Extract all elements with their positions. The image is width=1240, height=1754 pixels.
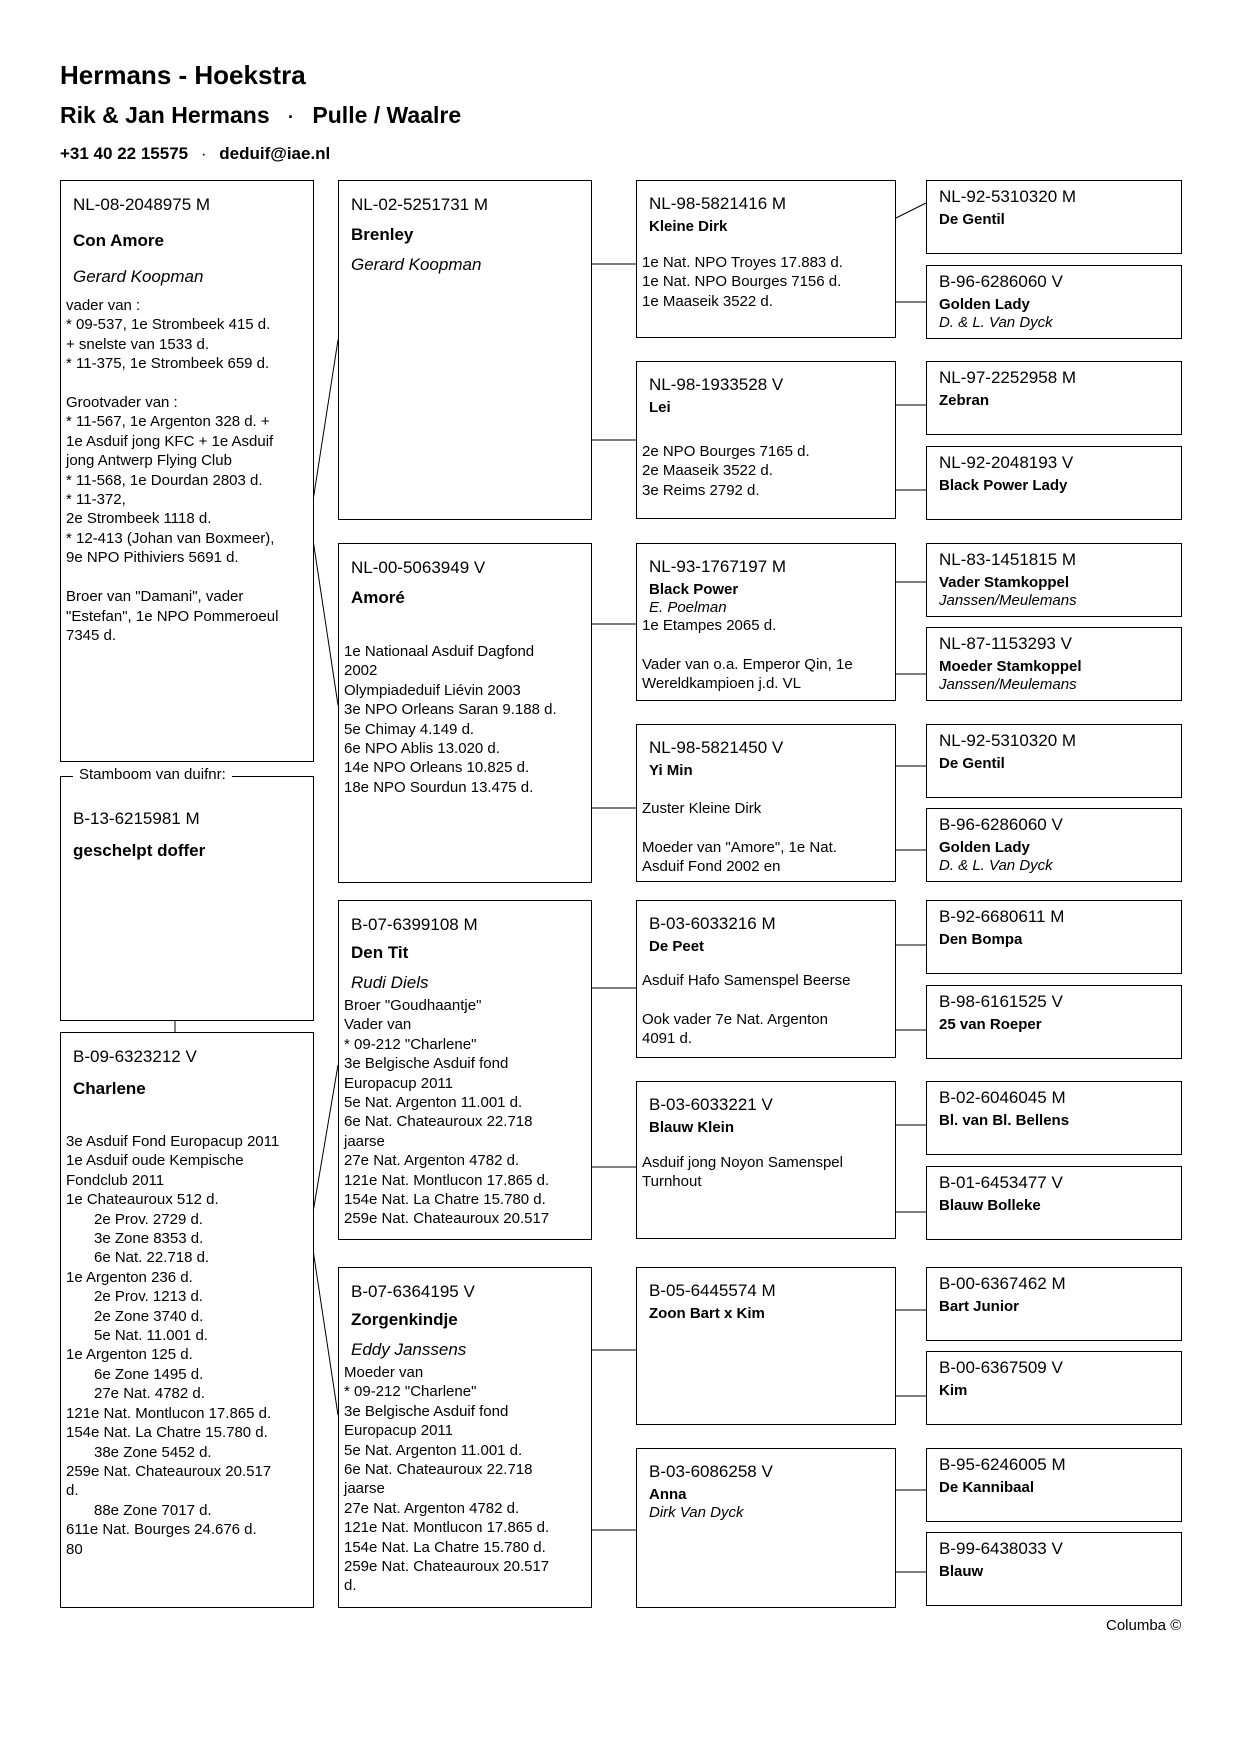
connector-father-to-sire	[310, 340, 338, 520]
text-line: * 11-567, 1e Argenton 328 d. +	[66, 413, 270, 431]
gggp-name: Golden Lady	[939, 839, 1030, 856]
text-line: Vader van o.a. Emperor Qin, 1e	[642, 655, 853, 673]
gggp-ring-number: NL-83-1451815 M	[939, 550, 1077, 569]
gp-owner: Rudi Diels	[351, 973, 429, 992]
text-line: 1e Nat. NPO Bourges 7156 d.	[642, 273, 842, 291]
gggp-ring-number: B-00-6367462 M	[939, 1274, 1066, 1293]
great-grandparent-card	[636, 180, 896, 338]
gggp-ring-number: B-01-6453477 V	[939, 1173, 1063, 1192]
text-line: 88e Zone 7017 d.	[94, 1501, 212, 1519]
great-grandparent-card	[636, 1081, 896, 1239]
ggp-owner: Dirk Van Dyck	[649, 1504, 744, 1521]
great-great-grandparent-card	[926, 627, 1182, 701]
ggp-achievements	[642, 1153, 896, 1192]
gggp-name: De Gentil	[939, 211, 1005, 228]
text-line: 6e Nat. Chateauroux 22.718	[344, 1461, 533, 1479]
text-line: 6e Nat. 22.718 d.	[94, 1249, 210, 1267]
text-line: jong Antwerp Flying Club	[66, 452, 232, 470]
gggp-ring-number: NL-87-1153293 V	[939, 634, 1072, 653]
gp-owner: Eddy Janssens	[351, 1340, 467, 1359]
mother-name: Charlene	[73, 1079, 146, 1098]
gggp-ring-number: B-92-6680611 M	[939, 907, 1065, 926]
text-line: 1e Asduif oude Kempische	[66, 1152, 244, 1170]
text-line: 2002	[344, 662, 378, 680]
text-line: 259e Nat. Chateauroux 20.517	[344, 1558, 550, 1576]
subtitle-separator: ·	[288, 107, 295, 127]
text-line: Ook vader 7e Nat. Argenton	[642, 1010, 828, 1028]
text-line: 121e Nat. Montlucon 17.865 d.	[66, 1404, 272, 1422]
gggp-name: Kim	[939, 1382, 968, 1399]
gp-name: Brenley	[351, 225, 414, 244]
text-line: * 09-212 "Charlene"	[344, 1383, 477, 1401]
gggp-name: Vader Stamkoppel	[939, 574, 1070, 591]
text-line: 4091 d.	[642, 1030, 693, 1048]
text-line: 5e Chimay 4.149 d.	[344, 720, 475, 738]
grandparent-card	[338, 900, 592, 1240]
text-line: 2e Prov. 2729 d.	[94, 1210, 203, 1228]
gggp-ring-number: NL-92-5310320 M	[939, 731, 1077, 750]
text-line: 38e Zone 5452 d.	[94, 1443, 212, 1461]
gggp-name: Zebran	[939, 392, 990, 409]
ggp-owner: E. Poelman	[649, 599, 727, 616]
text-line	[66, 374, 312, 393]
page-title: Hermans - Hoekstra	[60, 60, 306, 90]
text-line: vader van :	[66, 297, 141, 314]
text-line: 18e NPO Sourdun 13.475 d.	[344, 778, 534, 796]
ggp-ring-number: B-05-6445574 M	[649, 1281, 776, 1300]
gggp-ring-number: B-96-6286060 V	[939, 272, 1063, 291]
text-line: jaarse	[344, 1480, 385, 1498]
grandparent-card	[338, 1267, 592, 1608]
text-line: Grootvader van :	[66, 394, 178, 412]
ggp-achievements	[642, 442, 896, 500]
text-line: jaarse	[344, 1132, 385, 1150]
text-line: 1e Asduif jong KFC + 1e Asduif	[66, 432, 274, 450]
gggp-name: Blauw Bolleke	[939, 1197, 1041, 1214]
grandparent-card	[338, 180, 592, 520]
gggp-name: De Kannibaal	[939, 1479, 1035, 1496]
gggp-name: Moeder Stamkoppel	[939, 658, 1082, 675]
gp-name: Zorgenkindje	[351, 1310, 458, 1329]
text-line: 5e Nat. 11.001 d.	[94, 1327, 208, 1345]
gggp-ring-number: B-96-6286060 V	[939, 815, 1063, 834]
gggp-ring-number: B-99-6438033 V	[939, 1539, 1063, 1558]
text-line: Turnhout	[642, 1173, 702, 1191]
text-line: 1e Chateauroux 512 d.	[66, 1191, 219, 1209]
great-grandparent-card	[636, 900, 896, 1058]
text-line: 154e Nat. La Chatre 15.780 d.	[66, 1424, 268, 1442]
gp-name: Amoré	[351, 588, 405, 607]
father-owner: Gerard Koopman	[73, 267, 204, 286]
ggp-name: De Peet	[649, 938, 705, 955]
gggp-name: Golden Lady	[939, 296, 1030, 313]
ggp-achievements	[642, 971, 896, 1049]
gggp-ring-number: B-95-6246005 M	[939, 1455, 1066, 1474]
text-line: * 11-568, 1e Dourdan 2803 d.	[66, 471, 263, 489]
text-line: Europacup 2011	[344, 1422, 453, 1440]
text-line: Fondclub 2011	[66, 1171, 165, 1189]
text-line: 27e Nat. 4782 d.	[94, 1385, 205, 1403]
great-grandparent-card	[636, 1448, 896, 1608]
gggp-name: Blauw	[939, 1563, 984, 1580]
great-great-grandparent-card	[926, 1351, 1182, 1425]
father-achievements	[66, 296, 312, 645]
text-line: 121e Nat. Montlucon 17.865 d.	[344, 1171, 550, 1189]
connector-mother-to-sire	[310, 1065, 338, 1230]
phone-number: +31 40 22 15575	[60, 144, 189, 163]
text-line: 1e Argenton 125 d.	[66, 1346, 193, 1364]
text-line: * 11-375, 1e Strombeek 659 d.	[66, 355, 270, 373]
text-line	[642, 990, 896, 1009]
great-grandparent-card	[636, 1267, 896, 1425]
father-card	[60, 180, 314, 762]
ggp-name: Black Power	[649, 581, 739, 598]
ggp-name: Kleine Dirk	[649, 218, 728, 235]
contact-separator: ·	[200, 144, 207, 163]
ggp-ring-number: NL-93-1767197 M	[649, 557, 787, 576]
great-great-grandparent-card	[926, 446, 1182, 520]
great-great-grandparent-card	[926, 361, 1182, 435]
copyright: Columba ©	[1106, 1617, 1182, 1634]
mother-ring-number: B-09-6323212 V	[73, 1047, 197, 1066]
text-line: Asduif Fond 2002 en	[642, 858, 781, 876]
great-great-grandparent-card	[926, 808, 1182, 882]
text-line	[66, 568, 312, 587]
text-line: 3e Belgische Asduif fond	[344, 1055, 509, 1073]
text-line: 7345 d.	[66, 626, 117, 644]
text-line: Asduif Hafo Samenspel Beerse	[642, 972, 851, 989]
ggp-ring-number: B-03-6086258 V	[649, 1462, 773, 1481]
text-line: 1e Nationaal Asduif Dagfond	[344, 643, 535, 660]
ggp-name: Lei	[649, 399, 671, 416]
ggp-ring-number: NL-98-1933528 V	[649, 375, 784, 394]
text-line: Moeder van	[344, 1364, 424, 1381]
text-line: 5e Nat. Argenton 11.001 d.	[344, 1094, 523, 1112]
pedigree-label: Stamboom van duifnr:	[73, 766, 232, 783]
father-name: Con Amore	[73, 231, 164, 250]
gggp-ring-number: NL-92-2048193 V	[939, 453, 1074, 472]
gggp-ring-number: B-02-6046045 M	[939, 1088, 1066, 1107]
great-great-grandparent-card	[926, 1267, 1182, 1341]
father-ring-number: NL-08-2048975 M	[73, 195, 211, 214]
text-line: 3e Zone 8353 d.	[94, 1230, 204, 1248]
gggp-owner: Janssen/Meulemans	[939, 592, 1077, 609]
ggp-name: Yi Min	[649, 762, 693, 779]
subtitle-names: Rik & Jan Hermans	[60, 102, 270, 128]
gp-achievements	[344, 996, 590, 1229]
ggp-achievements	[642, 616, 896, 694]
text-line: Europacup 2011	[344, 1074, 453, 1092]
text-line: 2e Prov. 1213 d.	[94, 1288, 203, 1306]
gp-achievements	[344, 642, 590, 797]
connector-father-to-dam	[310, 520, 338, 705]
text-line: Broer van "Damani", vader	[66, 588, 244, 606]
text-line: 80	[66, 1540, 83, 1558]
gggp-name: Bart Junior	[939, 1298, 1020, 1315]
text-line: 27e Nat. Argenton 4782 d.	[344, 1499, 520, 1517]
gp-owner: Gerard Koopman	[351, 255, 482, 274]
ggp-achievements	[642, 253, 896, 311]
ggp-ring-number: NL-98-5821416 M	[649, 194, 787, 213]
mother-card	[60, 1032, 314, 1608]
ggp-ring-number: B-03-6033216 M	[649, 914, 776, 933]
text-line: 154e Nat. La Chatre 15.780 d.	[344, 1191, 546, 1209]
text-line: 6e Zone 1495 d.	[94, 1365, 204, 1383]
gp-ring-number: B-07-6364195 V	[351, 1282, 475, 1301]
great-great-grandparent-card	[926, 180, 1182, 254]
text-line: Vader van	[344, 1016, 412, 1034]
main-pigeon-name: geschelpt doffer	[73, 841, 206, 860]
great-great-grandparent-card	[926, 1448, 1182, 1522]
gp-ring-number: B-07-6399108 M	[351, 915, 478, 934]
ggp-name: Blauw Klein	[649, 1119, 735, 1136]
ggp-name: Zoon Bart x Kim	[649, 1305, 765, 1322]
great-great-grandparent-card	[926, 1166, 1182, 1240]
gggp-name: Bl. van Bl. Bellens	[939, 1112, 1070, 1129]
text-line: 1e Argenton 236 d.	[66, 1268, 193, 1286]
text-line: 259e Nat. Chateauroux 20.517	[344, 1210, 550, 1228]
email-address: deduif@iae.nl	[219, 144, 331, 163]
text-line	[642, 818, 896, 837]
great-grandparent-card	[636, 724, 896, 882]
gggp-ring-number: NL-97-2252958 M	[939, 368, 1077, 387]
text-line: 3e Reims 2792 d.	[642, 481, 760, 499]
main-ring-number: B-13-6215981 M	[73, 809, 200, 828]
text-line: "Estefan", 1e NPO Pommeroeul	[66, 607, 279, 625]
text-line: 1e Etampes 2065 d.	[642, 617, 777, 634]
text-line: Broer "Goudhaantje"	[344, 997, 482, 1014]
text-line: d.	[344, 1577, 357, 1595]
great-grandparent-card	[636, 361, 896, 519]
text-line: 2e Strombeek 1118 d.	[66, 510, 212, 528]
gggp-owner: Janssen/Meulemans	[939, 676, 1077, 693]
ggp-name: Anna	[649, 1486, 687, 1503]
text-line: Zuster Kleine Dirk	[642, 800, 762, 817]
great-great-grandparent-card	[926, 724, 1182, 798]
text-line: 3e Belgische Asduif fond	[344, 1402, 509, 1420]
text-line	[642, 635, 896, 654]
text-line: 611e Nat. Bourges 24.676 d.	[66, 1521, 257, 1539]
connector-mother-to-dam	[310, 1230, 338, 1415]
text-line: 2e NPO Bourges 7165 d.	[642, 443, 810, 460]
gggp-name: De Gentil	[939, 755, 1005, 772]
text-line: 5e Nat. Argenton 11.001 d.	[344, 1441, 523, 1459]
gggp-ring-number: NL-92-5310320 M	[939, 187, 1077, 206]
text-line: Wereldkampioen j.d. VL	[642, 675, 801, 693]
gggp-owner: D. & L. Van Dyck	[939, 314, 1053, 331]
text-line: 2e Zone 3740 d.	[94, 1307, 204, 1325]
text-line: Asduif jong Noyon Samenspel	[642, 1154, 843, 1171]
text-line: 3e NPO Orleans Saran 9.188 d.	[344, 701, 557, 719]
ggp-achievements	[642, 799, 896, 877]
great-great-grandparent-card	[926, 900, 1182, 974]
gp-ring-number: NL-00-5063949 V	[351, 558, 486, 577]
gggp-name: Den Bompa	[939, 931, 1023, 948]
text-line: Olympiadeduif Liévin 2003	[344, 681, 521, 699]
great-great-grandparent-card	[926, 265, 1182, 339]
ggp-ring-number: B-03-6033221 V	[649, 1095, 773, 1114]
text-line: 1e Nat. NPO Troyes 17.883 d.	[642, 254, 843, 271]
great-great-grandparent-card	[926, 985, 1182, 1059]
text-line: Moeder van "Amore", 1e Nat.	[642, 838, 837, 856]
gggp-name: 25 van Roeper	[939, 1016, 1042, 1033]
gggp-ring-number: B-00-6367509 V	[939, 1358, 1063, 1377]
gggp-name: Black Power Lady	[939, 477, 1068, 494]
great-grandparent-card	[636, 543, 896, 701]
mother-achievements	[66, 1132, 312, 1559]
gggp-ring-number: B-98-6161525 V	[939, 992, 1063, 1011]
text-line: 1e Maaseik 3522 d.	[642, 292, 773, 310]
gp-ring-number: NL-02-5251731 M	[351, 195, 489, 214]
gp-name: Den Tit	[351, 943, 409, 962]
great-great-grandparent-card	[926, 1081, 1182, 1155]
gggp-owner: D. & L. Van Dyck	[939, 857, 1053, 874]
text-line: 3e Asduif Fond Europacup 2011	[66, 1133, 280, 1150]
text-line: 14e NPO Orleans 10.825 d.	[344, 759, 530, 777]
text-line: * 09-212 "Charlene"	[344, 1035, 477, 1053]
text-line: 259e Nat. Chateauroux 20.517	[66, 1462, 272, 1480]
great-great-grandparent-card	[926, 543, 1182, 617]
subtitle-place: Pulle / Waalre	[312, 102, 462, 128]
text-line: 6e Nat. Chateauroux 22.718	[344, 1113, 533, 1131]
main-pigeon-card	[60, 776, 314, 1021]
ggp-ring-number: NL-98-5821450 V	[649, 738, 784, 757]
grandparent-card	[338, 543, 592, 883]
text-line: 6e NPO Ablis 13.020 d.	[344, 740, 500, 758]
text-line: d.	[66, 1482, 79, 1500]
gp-achievements	[344, 1363, 590, 1596]
text-line: * 11-372,	[66, 491, 126, 509]
text-line: * 09-537, 1e Strombeek 415 d.	[66, 316, 271, 334]
text-line: 154e Nat. La Chatre 15.780 d.	[344, 1538, 546, 1556]
text-line: 2e Maaseik 3522 d.	[642, 462, 773, 480]
great-great-grandparent-card	[926, 1532, 1182, 1606]
text-line: 27e Nat. Argenton 4782 d.	[344, 1152, 520, 1170]
text-line: 121e Nat. Montlucon 17.865 d.	[344, 1519, 550, 1537]
text-line: 9e NPO Pithiviers 5691 d.	[66, 549, 239, 567]
text-line: + snelste van 1533 d.	[66, 335, 210, 353]
text-line: * 12-413 (Johan van Boxmeer),	[66, 529, 275, 547]
